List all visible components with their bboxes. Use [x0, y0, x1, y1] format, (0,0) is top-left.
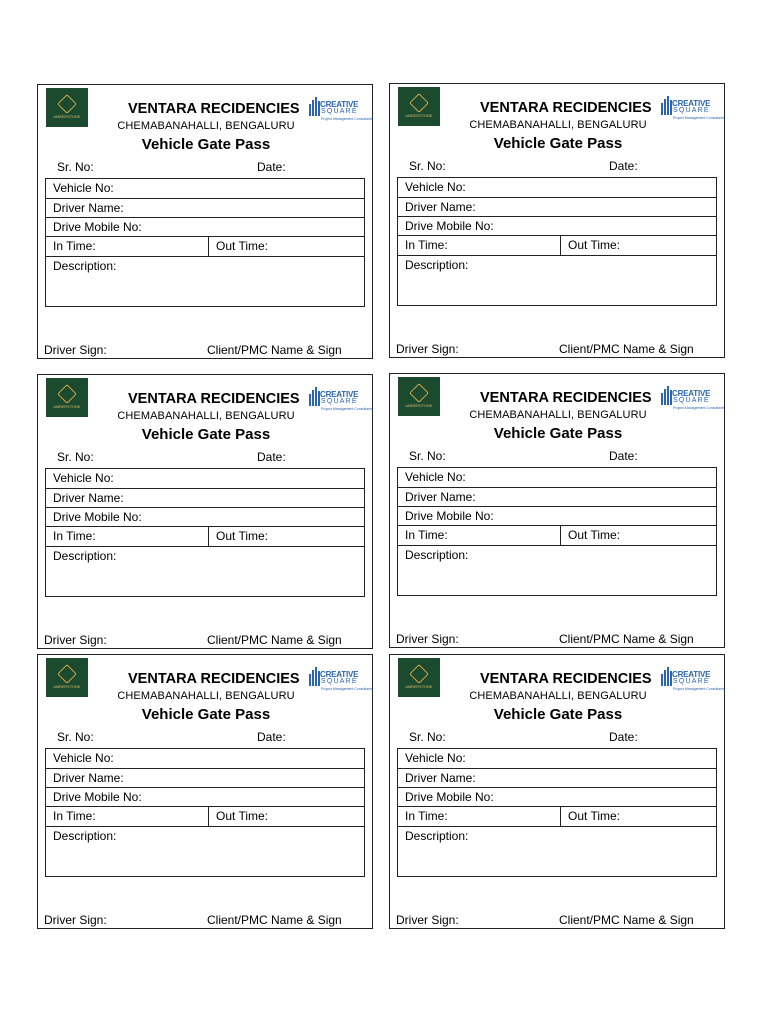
gate-pass-card: [389, 654, 725, 929]
pass-heading: Vehicle Gate Pass: [141, 136, 271, 153]
sr-no-label: Sr. No:: [409, 449, 446, 463]
creative-square-logo-icon: CREATIVE SQUARE Project Management Consultants: [309, 664, 365, 692]
time-divider: [208, 807, 209, 826]
driver-sign-label: Driver Sign:: [396, 632, 459, 646]
drive-mobile-label: Drive Mobile No:: [53, 790, 142, 804]
drive-mobile-row: [46, 218, 364, 237]
drive-mobile-row: [46, 508, 364, 527]
out-time-label: Out Time:: [568, 528, 621, 542]
drive-mobile-label: Drive Mobile No:: [405, 790, 494, 804]
drive-mobile-label: Drive Mobile No:: [405, 219, 494, 233]
pass-heading: Vehicle Gate Pass: [141, 706, 271, 723]
project-name: VENTARA RECIDENCIES: [128, 101, 300, 117]
project-location: CHEMABANAHALLI, BENGALURU: [117, 690, 295, 702]
pass-details-table: [45, 748, 365, 877]
time-row: [46, 527, 364, 547]
vehicle-no-label: Vehicle No:: [405, 751, 466, 765]
pass-heading: Vehicle Gate Pass: [141, 426, 271, 443]
date-label: Date:: [257, 160, 286, 174]
vehicle-no-row: [46, 749, 364, 769]
project-name: VENTARA RECIDENCIES: [480, 100, 652, 116]
out-time-label: Out Time:: [216, 529, 269, 543]
client-sign-label: Client/PMC Name & Sign: [207, 913, 342, 927]
pass-details-table: [45, 178, 365, 307]
driver-name-row: [398, 198, 716, 217]
project-name: VENTARA RECIDENCIES: [480, 671, 652, 687]
gate-pass-card: [389, 83, 725, 358]
gate-pass-card: [389, 373, 725, 648]
vehicle-no-label: Vehicle No:: [53, 471, 114, 485]
vehicle-no-label: Vehicle No:: [53, 751, 114, 765]
time-divider: [560, 526, 561, 545]
amberstone-logo-icon: AMBERSTONE: [398, 658, 440, 697]
gate-pass-card: [37, 654, 373, 929]
project-name: VENTARA RECIDENCIES: [128, 391, 300, 407]
description-label: Description:: [53, 549, 117, 563]
time-divider: [208, 527, 209, 546]
date-label: Date:: [257, 450, 286, 464]
project-name: VENTARA RECIDENCIES: [128, 671, 300, 687]
vehicle-no-label: Vehicle No:: [53, 181, 114, 195]
driver-name-row: [46, 199, 364, 218]
gate-pass-card: [37, 84, 373, 359]
client-sign-label: Client/PMC Name & Sign: [207, 633, 342, 647]
amberstone-logo-icon: AMBERSTONE: [398, 87, 440, 126]
in-time-label: In Time:: [53, 239, 96, 253]
drive-mobile-row: [46, 788, 364, 807]
creative-square-logo-icon: CREATIVE SQUARE Project Management Consultants: [661, 664, 717, 692]
date-label: Date:: [257, 730, 286, 744]
client-sign-label: Client/PMC Name & Sign: [559, 342, 694, 356]
description-label: Description:: [405, 829, 469, 843]
amberstone-logo-icon: AMBERSTONE: [46, 658, 88, 697]
time-row: [398, 236, 716, 256]
out-time-label: Out Time:: [568, 238, 621, 252]
date-label: Date:: [609, 730, 638, 744]
drive-mobile-row: [398, 507, 716, 526]
sr-no-label: Sr. No:: [57, 160, 94, 174]
vehicle-no-row: [398, 178, 716, 198]
in-time-label: In Time:: [405, 528, 448, 542]
driver-name-label: Driver Name:: [53, 201, 124, 215]
driver-name-row: [398, 488, 716, 507]
in-time-label: In Time:: [405, 809, 448, 823]
vehicle-no-row: [46, 469, 364, 489]
project-location: CHEMABANAHALLI, BENGALURU: [469, 690, 647, 702]
time-row: [46, 807, 364, 827]
creative-square-logo-icon: CREATIVE SQUARE Project Management Consultants: [309, 94, 365, 122]
in-time-label: In Time:: [405, 238, 448, 252]
sr-no-label: Sr. No:: [57, 730, 94, 744]
vehicle-no-label: Vehicle No:: [405, 180, 466, 194]
client-sign-label: Client/PMC Name & Sign: [559, 632, 694, 646]
gate-pass-card: [37, 374, 373, 649]
driver-name-label: Driver Name:: [405, 490, 476, 504]
sr-no-label: Sr. No:: [409, 730, 446, 744]
in-time-label: In Time:: [53, 529, 96, 543]
description-label: Description:: [53, 259, 117, 273]
vehicle-no-row: [46, 179, 364, 199]
out-time-label: Out Time:: [568, 809, 621, 823]
driver-name-label: Driver Name:: [53, 771, 124, 785]
creative-square-logo-icon: CREATIVE SQUARE Project Management Consultants: [661, 383, 717, 411]
project-location: CHEMABANAHALLI, BENGALURU: [117, 120, 295, 132]
driver-sign-label: Driver Sign:: [396, 913, 459, 927]
vehicle-no-label: Vehicle No:: [405, 470, 466, 484]
drive-mobile-label: Drive Mobile No:: [53, 220, 142, 234]
drive-mobile-row: [398, 217, 716, 236]
creative-square-logo-icon: CREATIVE SQUARE Project Management Consultants: [661, 93, 717, 121]
pass-heading: Vehicle Gate Pass: [493, 706, 623, 723]
driver-sign-label: Driver Sign:: [44, 913, 107, 927]
driver-sign-label: Driver Sign:: [396, 342, 459, 356]
project-name: VENTARA RECIDENCIES: [480, 390, 652, 406]
date-label: Date:: [609, 449, 638, 463]
pass-details-table: [397, 177, 717, 306]
driver-sign-label: Driver Sign:: [44, 633, 107, 647]
amberstone-logo-icon: AMBERSTONE: [46, 378, 88, 417]
drive-mobile-label: Drive Mobile No:: [53, 510, 142, 524]
driver-name-row: [46, 489, 364, 508]
pass-heading: Vehicle Gate Pass: [493, 135, 623, 152]
time-row: [398, 526, 716, 546]
sr-no-label: Sr. No:: [57, 450, 94, 464]
driver-sign-label: Driver Sign:: [44, 343, 107, 357]
date-label: Date:: [609, 159, 638, 173]
amberstone-logo-icon: AMBERSTONE: [46, 88, 88, 127]
pass-details-table: [397, 748, 717, 877]
driver-name-row: [46, 769, 364, 788]
pass-details-table: [45, 468, 365, 597]
out-time-label: Out Time:: [216, 809, 269, 823]
driver-name-label: Driver Name:: [405, 771, 476, 785]
drive-mobile-label: Drive Mobile No:: [405, 509, 494, 523]
vehicle-no-row: [398, 468, 716, 488]
out-time-label: Out Time:: [216, 239, 269, 253]
driver-name-row: [398, 769, 716, 788]
drive-mobile-row: [398, 788, 716, 807]
driver-name-label: Driver Name:: [53, 491, 124, 505]
time-row: [46, 237, 364, 257]
amberstone-logo-icon: AMBERSTONE: [398, 377, 440, 416]
description-label: Description:: [405, 548, 469, 562]
client-sign-label: Client/PMC Name & Sign: [207, 343, 342, 357]
vehicle-no-row: [398, 749, 716, 769]
time-row: [398, 807, 716, 827]
creative-square-logo-icon: CREATIVE SQUARE Project Management Consultants: [309, 384, 365, 412]
project-location: CHEMABANAHALLI, BENGALURU: [117, 410, 295, 422]
driver-name-label: Driver Name:: [405, 200, 476, 214]
time-divider: [208, 237, 209, 256]
sr-no-label: Sr. No:: [409, 159, 446, 173]
project-location: CHEMABANAHALLI, BENGALURU: [469, 119, 647, 131]
pass-heading: Vehicle Gate Pass: [493, 425, 623, 442]
time-divider: [560, 807, 561, 826]
description-label: Description:: [405, 258, 469, 272]
in-time-label: In Time:: [53, 809, 96, 823]
pass-details-table: [397, 467, 717, 596]
project-location: CHEMABANAHALLI, BENGALURU: [469, 409, 647, 421]
description-label: Description:: [53, 829, 117, 843]
time-divider: [560, 236, 561, 255]
client-sign-label: Client/PMC Name & Sign: [559, 913, 694, 927]
